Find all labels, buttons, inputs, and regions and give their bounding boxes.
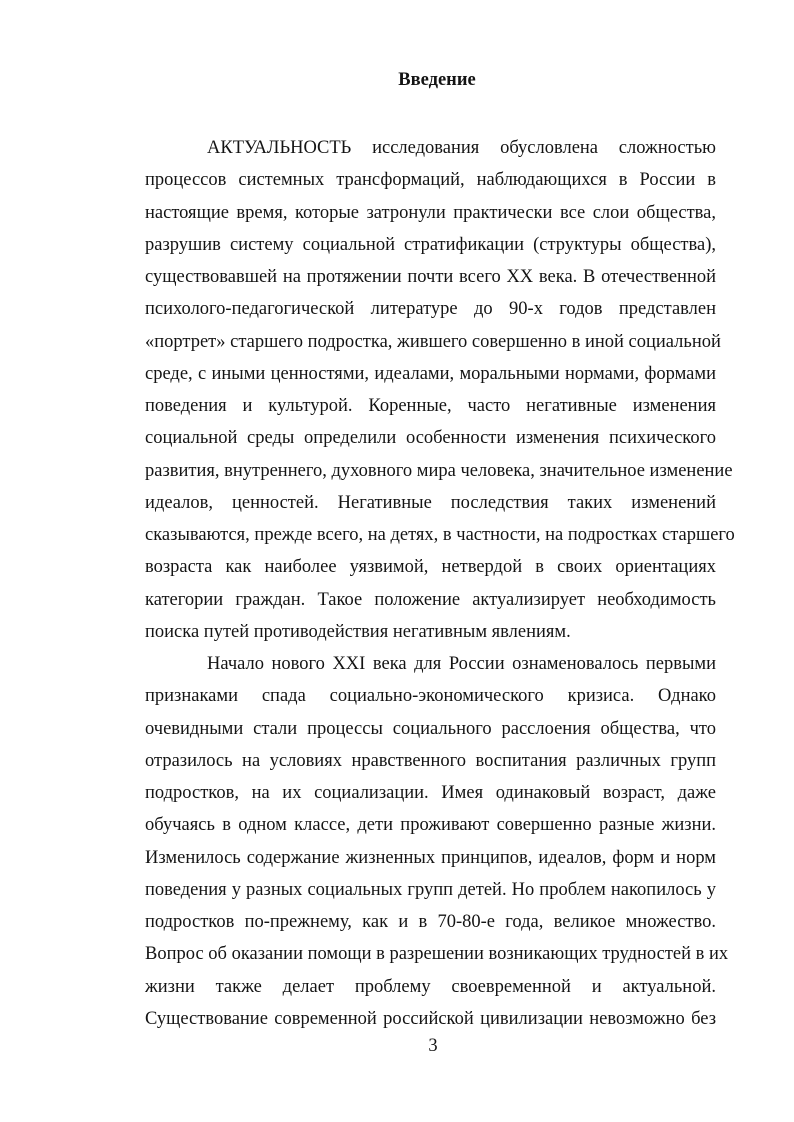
text-line: психолого-педагогической литературе до 90-х годов представлен: [145, 299, 716, 320]
text-line: разрушив систему социальной стратификации (структуры общества),: [145, 234, 716, 255]
text-line: процессов системных трансформаций, наблюдающихся в России в: [145, 170, 716, 191]
text-line: Существование современной российской цивилизации невозможно без: [145, 1008, 716, 1029]
text-line: Изменилось содержание жизненных принципов, идеалов, форм и норм: [145, 847, 716, 868]
text-line: Вопрос об оказании помощи в разрешении возникающих трудностей в их: [145, 944, 729, 965]
text-line: поведения у разных социальных групп детей. Но проблем накопилось у: [145, 879, 716, 900]
text-line: отразилось на условиях нравственного воспитания различных групп: [145, 750, 716, 771]
text-line: АКТУАЛЬНОСТЬ исследования обусловлена сложностью: [207, 138, 716, 158]
page-number: 3: [428, 1036, 438, 1056]
text-line: развития, внутреннего, духовного мира человека, значительное изменение: [145, 460, 733, 481]
text-line: сказываются, прежде всего, на детях, в частности, на подростках старшего: [145, 525, 735, 545]
text-line: поиска путей противодействия негативным явлениям.: [145, 621, 571, 642]
section-title: Введение: [398, 70, 476, 90]
text-line: «портрет» старшего подростка, жившего совершенно в иной социальной: [145, 331, 721, 352]
text-line: идеалов, ценностей. Негативные последствия таких изменений: [145, 492, 716, 513]
body-text: [145, 132, 735, 1035]
text-line: жизни также делает проблему своевременной и актуальной.: [145, 976, 716, 997]
text-line: существовавшей на протяжении почти всего XX века. В отечественной: [145, 267, 716, 287]
text-line: социальной среды определили особенности изменения психического: [145, 428, 716, 449]
text-line: очевидными стали процессы социального расслоения общества, что: [145, 718, 716, 739]
text-line: возраста как наиболее уязвимой, нетвердой в своих ориентациях: [145, 557, 716, 578]
text-line: Начало нового XXI века для России ознаменовалось первыми: [207, 654, 716, 674]
paragraph: [145, 648, 729, 1035]
text-line: категории граждан. Такое положение актуализирует необходимость: [145, 589, 716, 610]
text-line: поведения и культурой. Коренные, часто негативные изменения: [145, 396, 716, 416]
text-line: подростков, на их социализации. Имея одинаковый возраст, даже: [145, 783, 716, 803]
text-line: среде, с иными ценностями, идеалами, моральными нормами, формами: [145, 363, 716, 384]
text-line: признаками спада социально-экономического кризиса. Однако: [145, 686, 716, 707]
text-line: настоящие время, которые затронули практически все слои общества,: [145, 202, 716, 223]
text-line: обучаясь в одном классе, дети проживают совершенно разные жизни.: [145, 815, 716, 836]
text-line: подростков по-прежнему, как и в 70-80-е года, великое множество.: [145, 912, 716, 932]
paragraph: [145, 132, 735, 648]
